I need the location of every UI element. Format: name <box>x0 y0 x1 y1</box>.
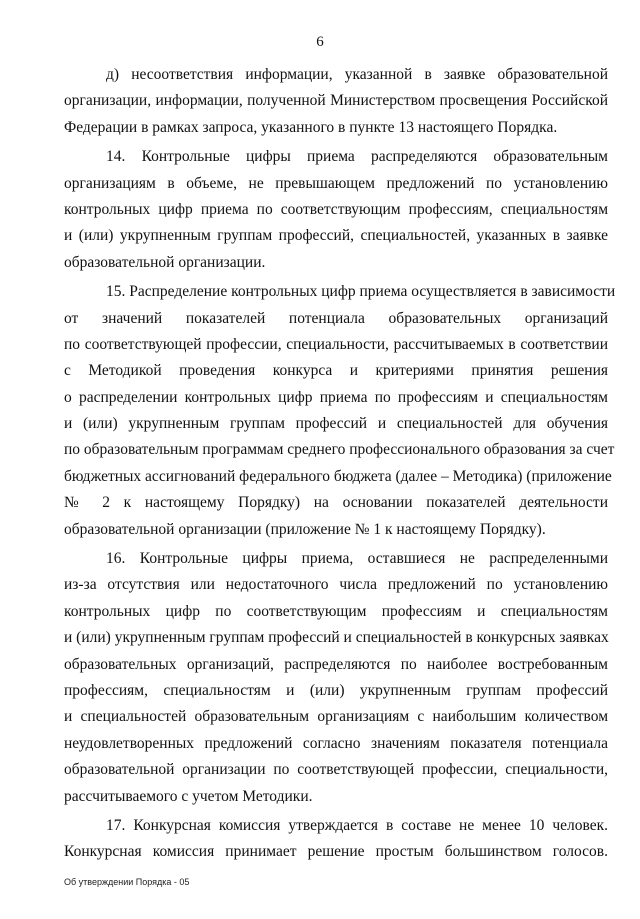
text-line: по соответствующей профессии, специальности, рассчитываемых в соответствии <box>64 335 608 353</box>
paragraph-15 <box>64 279 616 543</box>
text-line: образовательной организации по соответствующей профессии, специальности, <box>64 761 608 779</box>
text-line: образовательных организаций, распределяются по наиболее востребованным <box>64 655 608 673</box>
footer-doc-label: Об утверждении Порядка - 05 <box>64 877 190 887</box>
text-line: 16. Контрольные цифры приема, оставшиеся не распределенными <box>106 550 608 568</box>
paragraph-d <box>64 62 608 141</box>
text-line: и (или) укрупненным группам профессий, специальностей, указанных в заявке <box>64 227 608 245</box>
text-line: о распределении контрольных цифр приема по профессиям и специальностям <box>64 388 608 406</box>
text-line: из-за отсутствия или недостаточного числа предложений по установлению <box>64 576 608 594</box>
text-line: организации, информации, полученной Министерством просвещения Российской <box>64 92 608 110</box>
text-line: 15. Распределение контрольных цифр приема осуществляется в зависимости <box>106 283 616 301</box>
text-line: Конкурсная комиссия принимает решение простым большинством голосов. <box>64 843 608 861</box>
text-line: рассчитываемого с учетом Методики. <box>64 787 313 805</box>
text-line: от значений показателей потенциала образовательных организаций <box>64 309 608 327</box>
text-line: контрольных цифр приема по соответствующим профессиям, специальностям <box>64 200 608 218</box>
text-line: организациям в объеме, не превышающем предложений по установлению <box>64 174 608 192</box>
paragraph-14 <box>64 144 608 276</box>
text-line: неудовлетворенных предложений согласно значениям показателя потенциала <box>64 734 608 752</box>
text-line: и (или) укрупненным группам профессий и специальностей для обучения <box>64 415 608 433</box>
page-number: 6 <box>316 34 324 50</box>
text-line: д) несоответствия информации, указанной в заявке образовательной <box>106 66 608 83</box>
text-line: профессиям, специальностям и (или) укрупненным группам профессий <box>64 681 608 699</box>
text-line: образовательной организации (приложение № 1 к настоящему Порядку). <box>64 520 546 538</box>
text-line: контрольных цифр по соответствующим профессиям и специальностям <box>64 602 608 620</box>
text-line: № 2 к настоящему Порядку) на основании показателей деятельности <box>64 494 608 512</box>
text-line: с Методикой проведения конкурса и критериями принятия решения <box>64 362 608 380</box>
text-line: бюджетных ассигнований федерального бюджета (далее – Методика) (приложение <box>64 467 612 485</box>
text-line: 14. Контрольные цифры приема распределяются образовательным <box>106 148 608 166</box>
text-line: и специальностей образовательным организациям с наибольшим количеством <box>64 708 608 726</box>
paragraph-17 <box>64 813 608 866</box>
paragraph-16 <box>64 546 608 810</box>
text-line: по образовательным программам среднего профессионального образования за счет <box>64 441 615 459</box>
text-line: и (или) укрупненным группам профессий и специальностей в конкурсных заявках <box>64 629 609 647</box>
text-line: образовательной организации. <box>64 253 266 271</box>
document-body <box>64 62 616 866</box>
text-line: 17. Конкурсная комиссия утверждается в составе не менее 10 человек. <box>106 816 608 834</box>
text-line: Федерации в рамках запроса, указанного в пункте 13 настоящего Порядка. <box>64 118 558 136</box>
